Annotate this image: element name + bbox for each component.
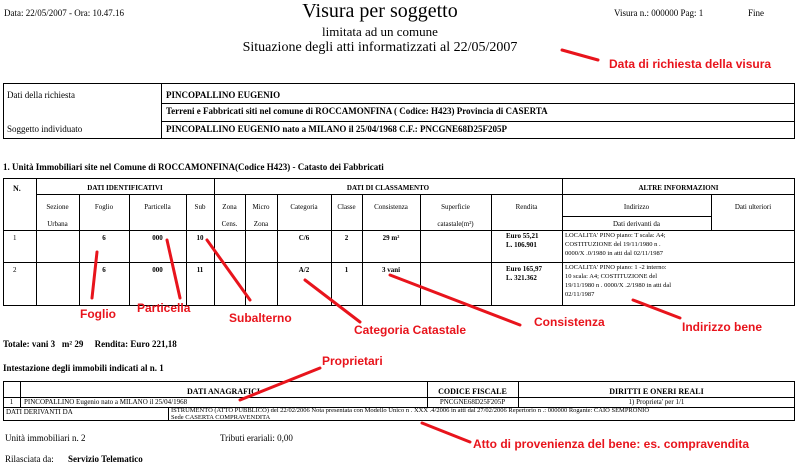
owner-codice-fiscale: PNCGNE68D25F205P	[439, 398, 506, 406]
rilasciata-value: Servizio Telematico	[68, 454, 143, 464]
row1-categoria: C/6	[298, 234, 310, 242]
row1-particella: 000	[152, 234, 163, 242]
col-catastale: catastale(m²)	[437, 220, 474, 228]
row1-consistenza: 29 m²	[382, 234, 400, 242]
municipality-line: Terreni e Fabbricati siti nel comune di ROCCAMONFINA ( Codice: H423) Provincia di CASERTA	[166, 106, 548, 116]
col-diritti: DIRITTI E ONERI REALI	[609, 387, 704, 396]
group-identificativi: DATI IDENTIFICATIVI	[87, 184, 163, 192]
owner-anagrafica: PINCOPALLINO Eugenio nato a MILANO il 25/04/1968	[24, 398, 188, 406]
row1-rendita-lire: L. 106.901	[506, 241, 537, 249]
row1-indirizzo-2: COSTITUZIONE del 19/11/1980 n .	[565, 241, 661, 248]
derivanti-label: DATI DERIVANTI DA	[6, 408, 73, 416]
fine-label: Fine	[748, 8, 765, 18]
col-n: N.	[13, 184, 21, 193]
property-table	[3, 178, 795, 306]
col-foglio: Foglio	[94, 203, 114, 211]
annotation-consistenza: Consistenza	[534, 315, 605, 329]
row2-indirizzo-1: LOCALITA' PINO piano: 1 -2 interno:	[565, 264, 667, 271]
col-micro: Micro	[252, 203, 270, 211]
col-classe: Classe	[337, 203, 356, 211]
row1-sub: 10	[196, 234, 204, 242]
line-data-richiesta	[562, 50, 598, 60]
owner-diritti: 1) Proprieta' per 1/1	[628, 398, 685, 406]
document-subtitle: limitata ad un comune	[322, 24, 438, 39]
print-date: Data: 22/05/2007 - Ora: 10.47.16	[4, 8, 124, 18]
row2-n: 2	[13, 266, 17, 274]
annotation-subalterno: Subalterno	[229, 311, 292, 325]
col-categoria: Categoria	[290, 203, 318, 211]
annotation-data-richiesta: Data di richiesta della visura	[609, 57, 772, 71]
visura-number: Visura n.: 000000 Pag: 1	[614, 8, 704, 18]
col-ulteriori: Dati ulteriori	[734, 203, 772, 211]
row2-indirizzo-3: 19/11/1980 n . 0000/X .2/1980 in atti dal	[565, 282, 672, 289]
col-zona2: Zona	[253, 220, 269, 228]
row2-classe: 1	[344, 266, 349, 274]
owner-name: PINCOPALLINO EUGENIO	[166, 90, 281, 100]
col-zona: Zona	[222, 203, 237, 211]
document-title: Visura per soggetto	[302, 0, 458, 22]
row2-consistenza: 3 vani	[381, 266, 401, 274]
col-codice-fiscale: CODICE FISCALE	[438, 387, 507, 396]
row1-n: 1	[13, 234, 17, 242]
annotation-particella: Particella	[137, 301, 191, 315]
row1-rendita-euro: Euro 55,21	[506, 232, 539, 240]
row2-rendita-lire: L. 321.362	[506, 274, 537, 282]
col-rendita: Rendita	[515, 203, 538, 211]
totals-line: Totale: vani 3 m² 29 Rendita: Euro 221,18	[3, 339, 177, 349]
row2-rendita-euro: Euro 165,97	[506, 265, 543, 273]
row1-classe: 2	[344, 234, 349, 242]
col-indirizzo: Indirizzo	[623, 203, 650, 211]
annotation-foglio: Foglio	[80, 307, 116, 321]
unita-count: Unità immobiliari n. 2	[5, 433, 86, 443]
annotation-atto: Atto di provenienza del bene: es. compravendita	[473, 437, 750, 451]
subject-label: Soggetto individuato	[7, 124, 83, 134]
owner-row-n: 1	[9, 398, 14, 406]
col-urbana: Urbana	[47, 220, 68, 228]
situation-date: Situazione degli atti informatizzati al 22/05/2007	[242, 40, 518, 55]
group-altre: ALTRE INFORMAZIONI	[638, 184, 719, 192]
col-derivanti: Dati derivanti da	[612, 220, 661, 228]
annotation-indirizzo: Indirizzo bene	[682, 320, 763, 334]
row2-foglio: 6	[102, 266, 106, 274]
row2-categoria: A/2	[298, 266, 310, 274]
row2-indirizzo-4: 02/11/1987	[565, 291, 595, 298]
line-atto	[422, 423, 470, 442]
col-superficie: Superficie	[441, 203, 470, 211]
col-sub: Sub	[194, 203, 206, 211]
request-label: Dati della richiesta	[7, 90, 75, 100]
intestazione-title: Intestazione degli immobili indicati al n. 1	[3, 363, 164, 373]
rilasciata-label: Rilasciata da:	[5, 454, 54, 464]
group-classamento: DATI DI CLASSAMENTO	[346, 184, 430, 192]
derivanti-text-2: Sede CASERTA COMPRAVENDITA	[171, 414, 271, 421]
col-sezione: Sezione	[46, 203, 69, 211]
row1-foglio: 6	[102, 234, 106, 242]
subject-line: PINCOPALLINO EUGENIO nato a MILANO il 25/04/1968 C.F.: PNCGNE68D25F205P	[166, 124, 508, 134]
col-dati-anagrafici: DATI ANAGRAFICI	[187, 387, 260, 396]
derivanti-text-1: ISTRUMENTO (ATTO PUBBLICO) del 22/02/2006 Nota presentata con Modello Unico n . XXX .4/2006 in atti dal 27/02/2006 Repertorio n .: 000000 Rogante: CAIO SEMPRONIO	[171, 407, 650, 414]
row1-indirizzo-1: LOCALITA' PINO piano: T scala: A4;	[565, 232, 666, 239]
col-consistenza: Consistenza	[374, 203, 408, 211]
row2-sub: 11	[196, 266, 204, 274]
annotation-categoria: Categoria Catastale	[354, 323, 467, 337]
section-title: 1. Unità Immobiliari site nel Comune di ROCCAMONFINA(Codice H423) - Catasto dei Fabbricati	[3, 162, 384, 172]
tributi-erariali: Tributi erariali: 0,00	[220, 433, 293, 443]
annotation-proprietari: Proprietari	[322, 354, 383, 368]
row2-indirizzo-2: 10 scala: A4; COSTITUZIONE del	[565, 273, 658, 280]
row1-indirizzo-3: 0000/X .0/1980 in atti dal 02/11/1987	[565, 250, 663, 257]
col-particella: Particella	[144, 203, 171, 211]
col-cens: Cens.	[221, 220, 238, 228]
row2-particella: 000	[152, 266, 163, 274]
